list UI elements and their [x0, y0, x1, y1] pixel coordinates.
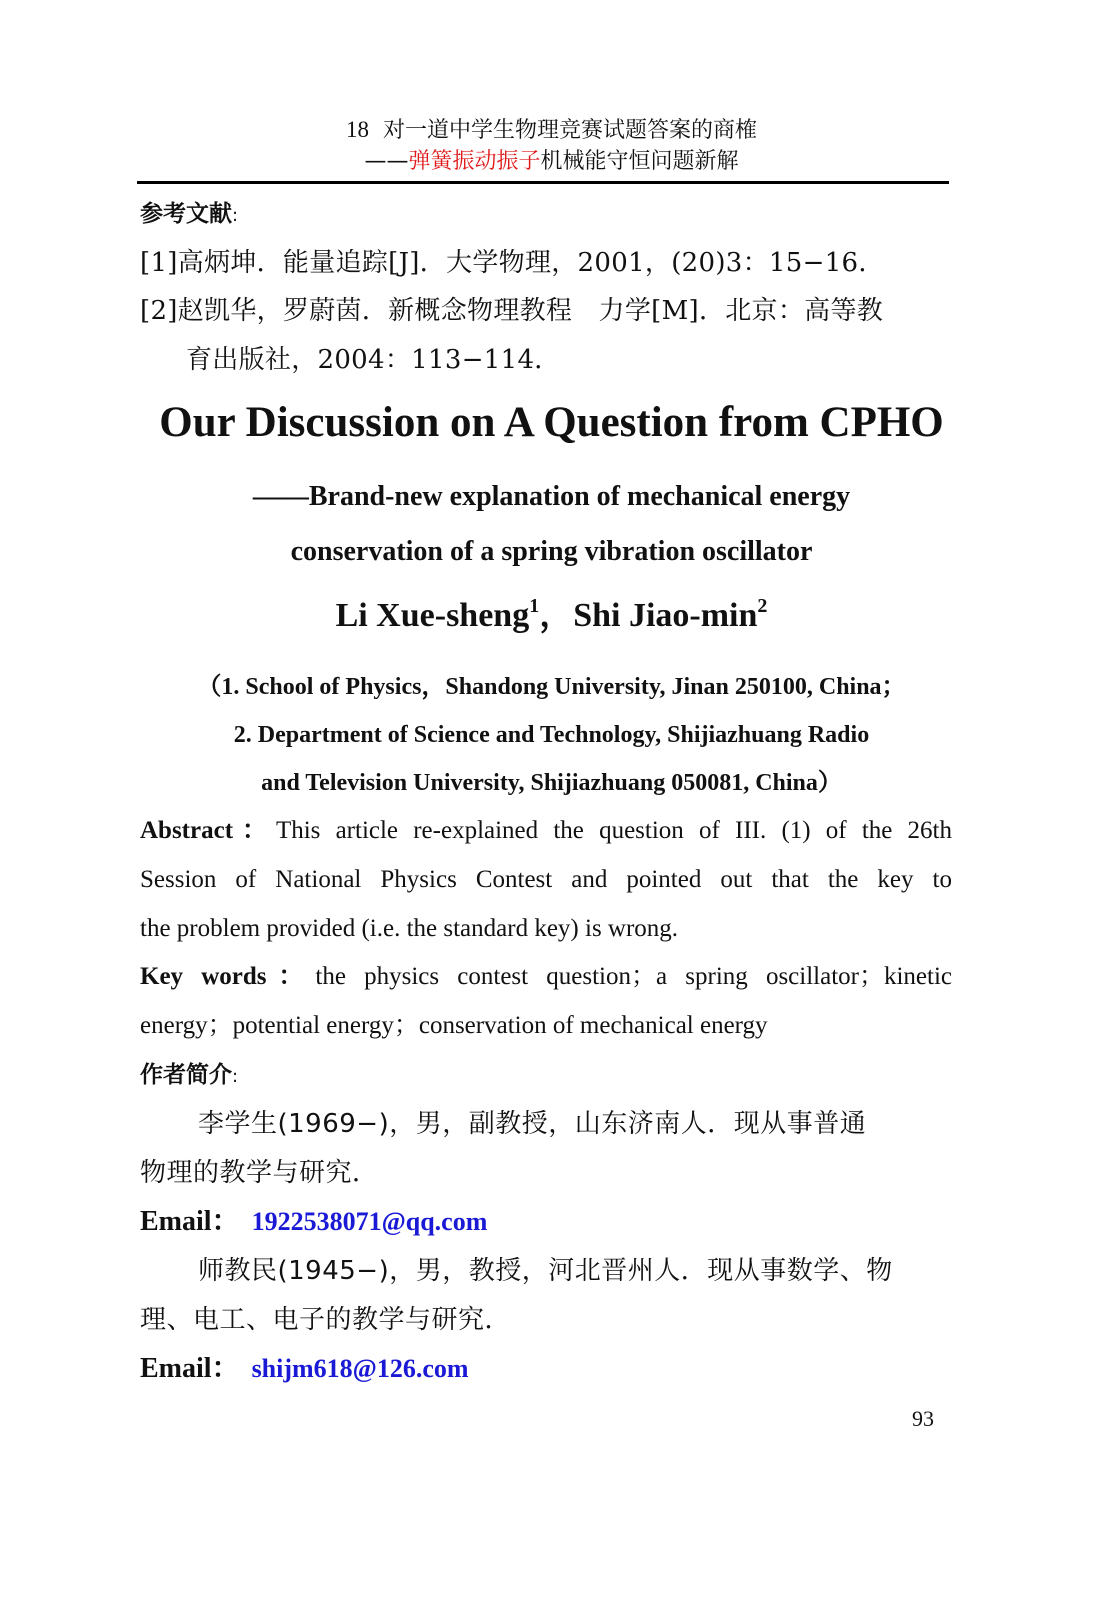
- author1-name: Li Xue-sheng: [335, 597, 530, 634]
- author2-affil-mark: 2: [757, 595, 768, 617]
- author1-email-line: [140, 1205, 487, 1239]
- running-header-line1: [0, 116, 1103, 145]
- affiliation-line: and Television University, Shijiazhuang 050081, China）: [261, 770, 842, 796]
- page-number: 93: [912, 1406, 934, 1431]
- reference-item-continuation: 育出版社，2004：113−114．: [186, 345, 561, 375]
- running-header-line2: [0, 148, 1103, 176]
- author-names: [0, 596, 1103, 636]
- header-title: 对一道中学生物理竞赛试题答案的商榷: [382, 118, 757, 143]
- abstract-line: the problem provided (i.e. the standard key) is wrong.: [140, 915, 679, 942]
- author2-email-line: [140, 1352, 469, 1386]
- references-heading-colon: :: [232, 205, 239, 226]
- keywords-text: the physics contest question；a spring oscillator；kinetic: [315, 963, 953, 990]
- english-subtitle-line1: ——Brand-new explanation of mechanical energy: [252, 481, 851, 512]
- header-dash: ——: [364, 149, 409, 174]
- header-rest-text: 机械能守恒问题新解: [540, 149, 739, 174]
- reference-item: [1]高炳坤．能量追踪[J]．大学物理，2001，(20)3：15−16．: [140, 248, 885, 278]
- author2-name: Shi Jiao-min: [573, 597, 758, 634]
- abstract-label: Abstract：: [140, 817, 276, 844]
- author1-affil-mark: 1: [529, 595, 540, 617]
- author2-bio-line: 理、电工、电子的教学与研究．: [140, 1305, 512, 1335]
- keywords-label: Key words：: [140, 963, 316, 990]
- email-label: Email：: [140, 1206, 240, 1237]
- english-title: Our Discussion on A Question from CPHO: [159, 399, 944, 446]
- abstract-text: This article re-explained the question of III. (1) of the 26th: [275, 817, 953, 844]
- chapter-number: 18: [345, 117, 369, 142]
- header-red-text: 弹簧振动振子: [408, 149, 541, 174]
- author1-bio-line: 物理的教学与研究．: [140, 1158, 379, 1188]
- affiliation-line: （1. School of Physics，Shandong University, Jinan 250100, China；: [197, 674, 906, 700]
- email-label: Email：: [140, 1353, 240, 1384]
- english-subtitle-line2: conservation of a spring vibration oscillator: [290, 536, 813, 567]
- abstract-line: [140, 815, 952, 847]
- author1-email-link[interactable]: 1922538071@qq.com: [251, 1207, 488, 1236]
- abstract-line: Session of National Physics Contest and pointed out that the key to: [140, 866, 952, 893]
- author-separator: ，: [539, 597, 574, 634]
- author2-bio-line: 师教民(1945−)，男，教授，河北晋州人．现从事数学、物: [198, 1256, 893, 1286]
- keywords-line: [140, 961, 952, 993]
- reference-item: [2]赵凯华，罗蔚茵．新概念物理教程 力学[M]．北京：高等教: [140, 296, 884, 326]
- keywords-line: energy；potential energy；conservation of mechanical energy: [140, 1012, 768, 1039]
- author2-email-link[interactable]: shijm618@126.com: [251, 1354, 469, 1383]
- author1-bio-line: 李学生(1969−)，男，副教授，山东济南人．现从事普通: [198, 1109, 867, 1139]
- affiliation-line: 2. Department of Science and Technology, Shijiazhuang Radio: [233, 722, 870, 748]
- author-intro-heading-text: 作者简介: [140, 1062, 232, 1088]
- author-intro-heading: [140, 1060, 238, 1092]
- references-heading: [140, 199, 238, 231]
- author-intro-heading-colon: :: [232, 1066, 239, 1087]
- references-heading-text: 参考文献: [140, 201, 232, 227]
- header-rule: [137, 181, 949, 184]
